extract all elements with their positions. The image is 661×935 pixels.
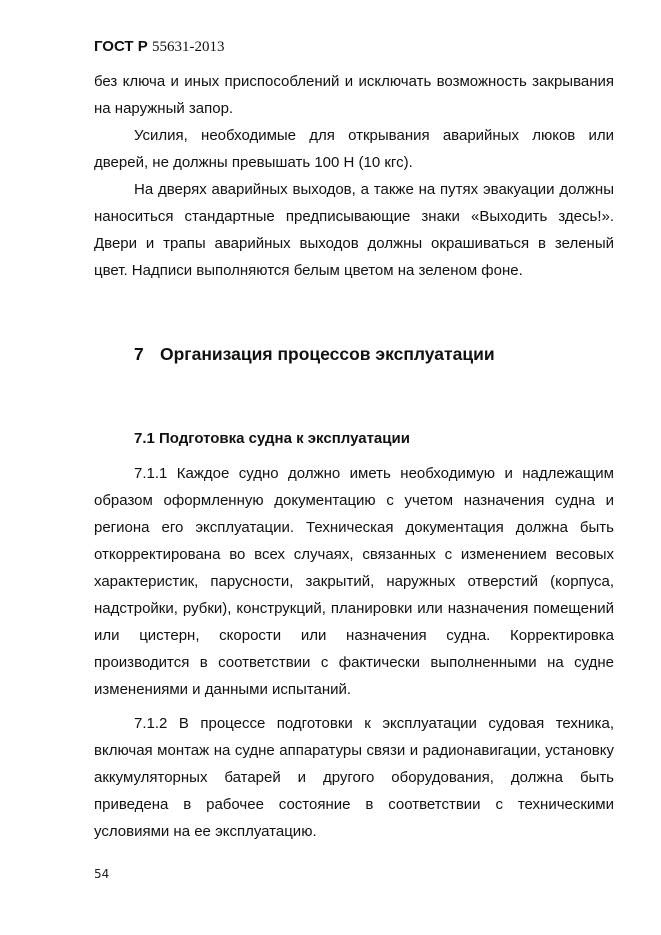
paragraph-continuation: без ключа и иных приспособлений и исключать возможность закрывания на наружный запор. — [94, 73, 614, 117]
section-heading — [134, 344, 495, 365]
page-number: 54 — [94, 867, 110, 881]
subsection-heading: 7.1 Подготовка судна к эксплуатации — [134, 430, 410, 447]
section-title: Организация процессов эксплуатации — [160, 344, 495, 364]
paragraph-emergency-exit-signs: На дверях аварийных выходов, а также на путях эвакуации должны наноситься стандартные предписывающие знаки «Выходить здесь!». Двери и трапы аварийных выходов должны окрашиваться в зеленый цвет. Надписи выполняются белым цветом на зеленом фоне. — [94, 181, 614, 279]
standard-number: 55631-2013 — [151, 39, 225, 55]
paragraph-opening-force: Усилия, необходимые для открывания аварийных люков или дверей, не должны превышать 100 Н (10 кгс). — [94, 127, 614, 171]
clause-7-1-2: 7.1.2 В процессе подготовки к эксплуатации судовая техника, включая монтаж на судне аппаратуры связи и радионавигации, установку аккумуляторных батарей и другого оборудования, должна быть приведена в рабочее состояние в соответствии с техническими условиями на ее эксплуатацию. — [94, 715, 614, 840]
clause-7-1-1: 7.1.1 Каждое судно должно иметь необходимую и надлежащим образом оформленную документацию с учетом назначения судна и региона его эксплуатации. Техническая документация должна быть откорректирована во всех случаях, связанных с изменением весовых характеристик, парусности, закрытий, наружных отверстий (корпуса, надстройки, рубки), конструкций, планировки или назначения помещений или цистерн, скорости или назначения судна. Корректировка производится в соответствии с фактически выполненными на судне изменениями и данными испытаний. — [94, 465, 614, 698]
section-number: 7 — [134, 344, 144, 364]
standard-prefix: ГОСТ Р — [94, 38, 148, 55]
page-header — [94, 38, 224, 56]
